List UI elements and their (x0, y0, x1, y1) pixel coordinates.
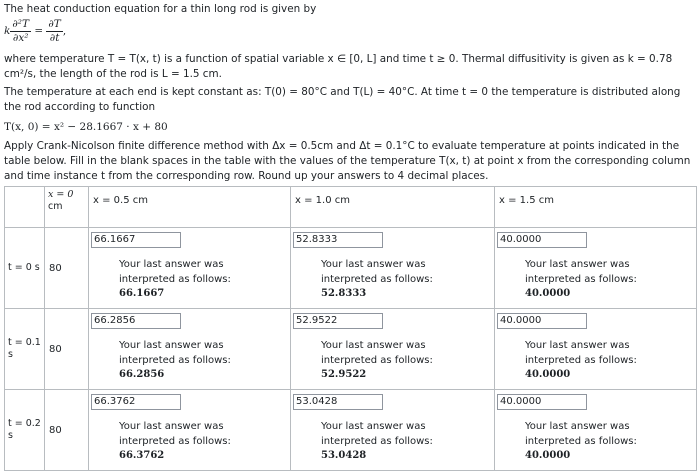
answer-cell (89, 228, 291, 309)
feedback-text (321, 339, 461, 383)
row-label-line2: s (8, 430, 13, 441)
answer-input[interactable]: 40.0000 (497, 232, 587, 248)
eq-equals: = (34, 25, 44, 37)
answer-input[interactable]: 40.0000 (497, 394, 587, 410)
feedback-line1: Your last answer was (119, 259, 224, 270)
eq-num-right: ∂T (48, 18, 61, 30)
eq-fraction-right (46, 18, 62, 45)
eq-den-right: ∂t (49, 32, 60, 44)
row-label-line2: s (8, 349, 13, 360)
heat-equation (4, 18, 694, 54)
where-paragraph: where temperature T = T(x, t) is a function of spatial variable x ∈ [0, L] and time t ≥ 0. Thermal diffusitivity is given as k = 0.78 cm²/s, the length of the rod is L = 1.5 cm. (4, 53, 673, 80)
eq-k: k (4, 25, 11, 37)
feedback-line1: Your last answer was (525, 340, 630, 351)
answer-cell (89, 390, 291, 471)
feedback-line1: Your last answer was (525, 259, 630, 270)
header-x0 (45, 187, 89, 228)
feedback-text (321, 258, 461, 302)
initial-function: T(x, 0) = x² − 28.1667 · x + 80 (4, 121, 168, 133)
row-label (5, 228, 45, 309)
row-label-line1: t = 0.2 (8, 418, 41, 429)
header-x15: x = 1.5 cm (495, 187, 697, 228)
feedback-line2: interpreted as follows: (525, 435, 637, 447)
feedback-line2: interpreted as follows: (525, 273, 637, 285)
answer-cell (495, 228, 697, 309)
answer-input[interactable]: 66.1667 (91, 232, 181, 248)
answer-cell (291, 309, 495, 390)
intro-line: The heat conduction equation for a thin long rod is given by (4, 3, 317, 15)
table-row (5, 309, 697, 390)
feedback-line2: interpreted as follows: (119, 435, 231, 447)
feedback-text (119, 339, 259, 383)
feedback-value: 52.8333 (321, 288, 367, 299)
feedback-value: 52.9522 (321, 369, 367, 380)
answer-cell (495, 390, 697, 471)
eq-comma: , (62, 25, 67, 37)
answer-input[interactable]: 52.9522 (293, 313, 383, 329)
answer-input[interactable]: 66.2856 (91, 313, 181, 329)
answer-cell (495, 309, 697, 390)
feedback-line1: Your last answer was (321, 421, 426, 432)
feedback-line2: interpreted as follows: (321, 435, 433, 447)
feedback-line2: interpreted as follows: (525, 354, 637, 366)
answer-cell (291, 390, 495, 471)
answer-cell (89, 309, 291, 390)
boundary-paragraph: The temperature at each end is kept constant as: T(0) = 80°C and T(L) = 40°C. At time t = 0 the temperature is distributed along the rod according to function (4, 86, 681, 113)
x0-value: 80 (45, 309, 89, 390)
row-label (5, 309, 45, 390)
feedback-line2: interpreted as follows: (321, 273, 433, 285)
row-label-line1: t = 0.1 (8, 337, 41, 348)
x0-value: 80 (45, 228, 89, 309)
header-x05: x = 0.5 cm (89, 187, 291, 228)
feedback-value: 66.3762 (119, 450, 165, 461)
table-row (5, 228, 697, 309)
feedback-line1: Your last answer was (321, 259, 426, 270)
feedback-line2: interpreted as follows: (119, 354, 231, 366)
answer-table (4, 186, 697, 471)
answer-cell (291, 228, 495, 309)
feedback-value: 53.0428 (321, 450, 367, 461)
feedback-text (525, 339, 665, 383)
eq-fraction-left (10, 18, 31, 45)
feedback-line1: Your last answer was (119, 340, 224, 351)
eq-num-left: ∂²T (12, 18, 30, 30)
answer-input[interactable]: 40.0000 (497, 313, 587, 329)
row-label-line1: t = 0 s (8, 262, 40, 273)
eq-den-left: ∂x² (12, 32, 29, 44)
table-header-row (5, 187, 697, 228)
feedback-value: 66.2856 (119, 369, 165, 380)
instructions-paragraph: Apply Crank-Nicolson finite difference method with Δx = 0.5cm and Δt = 0.1°C to evaluate temperature at points indicated in the table below. Fill in the blank spaces in the table with the values of the temperature T(x, t) at point x from the corresponding column and time instance t from the corresponding row. Round up your answers to 4 decimal places. (4, 140, 691, 182)
feedback-value: 40.0000 (525, 288, 571, 299)
header-x0-line1: x = 0 (48, 189, 74, 200)
feedback-line1: Your last answer was (525, 421, 630, 432)
feedback-line1: Your last answer was (321, 340, 426, 351)
feedback-line1: Your last answer was (119, 421, 224, 432)
answer-input[interactable]: 66.3762 (91, 394, 181, 410)
feedback-value: 66.1667 (119, 288, 165, 299)
answer-input[interactable]: 52.8333 (293, 232, 383, 248)
feedback-text (525, 258, 665, 302)
header-x0-line2: cm (48, 201, 63, 212)
header-x10: x = 1.0 cm (291, 187, 495, 228)
answer-input[interactable]: 53.0428 (293, 394, 383, 410)
feedback-text (119, 258, 259, 302)
feedback-value: 40.0000 (525, 450, 571, 461)
feedback-line2: interpreted as follows: (119, 273, 231, 285)
feedback-text (321, 420, 461, 464)
feedback-text (119, 420, 259, 464)
feedback-line2: interpreted as follows: (321, 354, 433, 366)
x0-value: 80 (45, 390, 89, 471)
feedback-text (525, 420, 665, 464)
feedback-value: 40.0000 (525, 369, 571, 380)
row-label (5, 390, 45, 471)
table-row (5, 390, 697, 471)
